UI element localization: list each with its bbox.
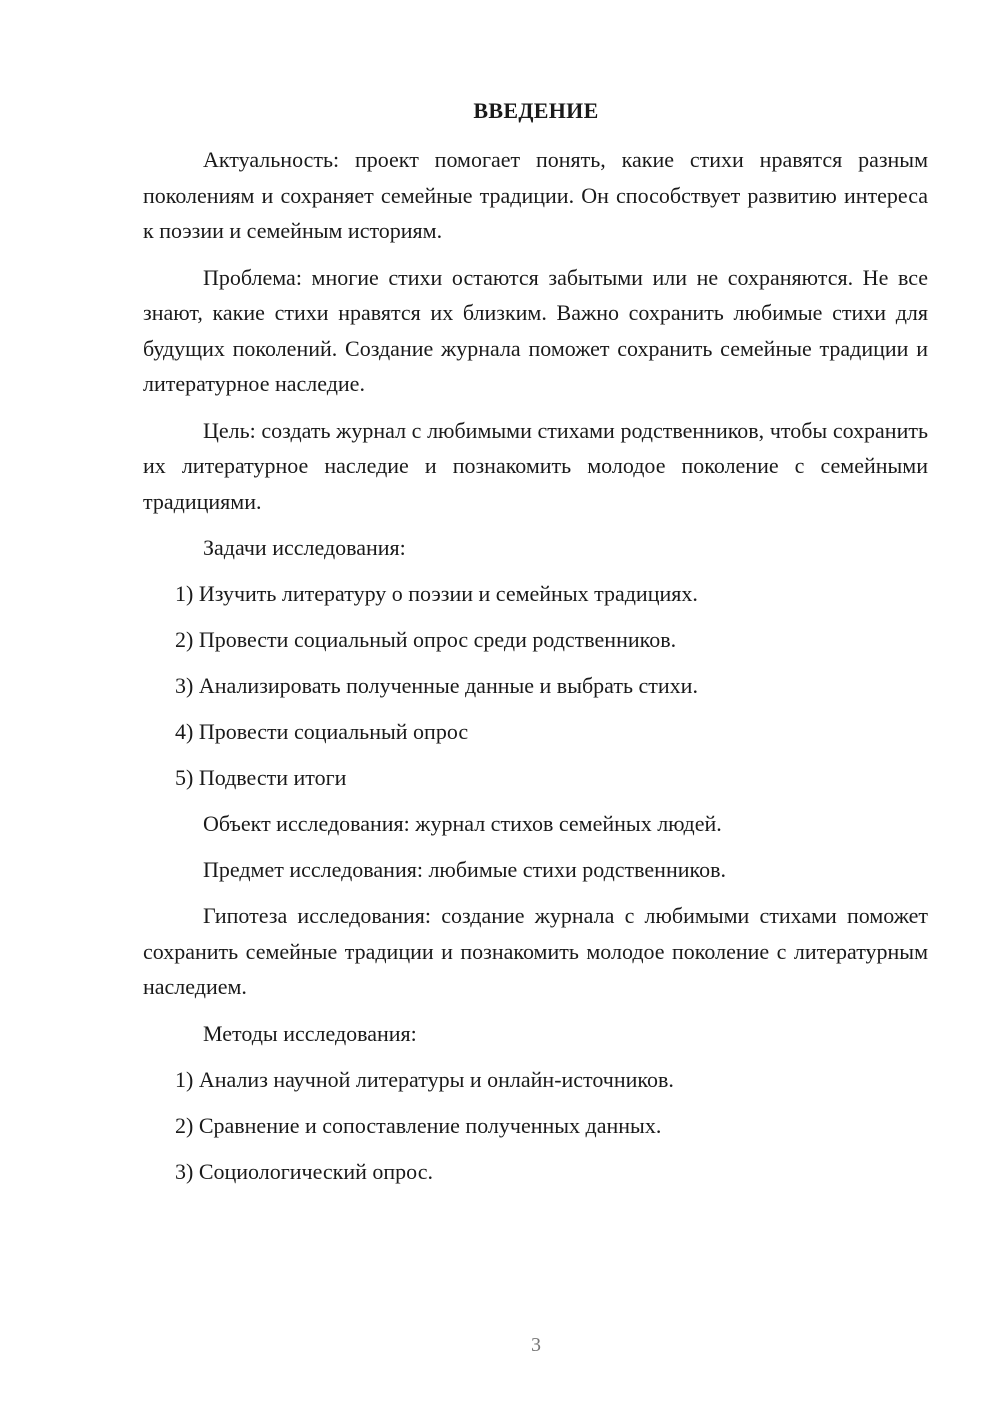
goal-paragraph: Цель: создать журнал с любимыми стихами родственников, чтобы сохранить их литературное наследие и познакомить молодое поколение с семейными традициями. — [143, 417, 928, 514]
tasks-list — [143, 576, 928, 796]
methods-list — [143, 1062, 928, 1190]
task-item: 3) Анализировать полученные данные и выбрать стихи. — [175, 673, 698, 698]
section-title: ВВЕДЕНИЕ — [473, 98, 599, 123]
tasks-heading: Задачи исследования: — [203, 535, 406, 560]
research-subject: Предмет исследования: любимые стихи родственников. — [203, 857, 726, 882]
hypothesis-paragraph: Гипотеза исследования: создание журнала с любимыми стихами поможет сохранить семейные традиции и познакомить молодое поколение с литературным наследием. — [143, 903, 928, 999]
relevance-paragraph: Актуальность: проект помогает понять, какие стихи нравятся разным поколениям и сохраняет семейные традиции. Он способствует развитию интереса к поэзии и семейным историям. — [143, 147, 928, 243]
task-item: 1) Изучить литературу о поэзии и семейных традициях. — [175, 581, 698, 606]
method-item: 3) Социологический опрос. — [175, 1158, 433, 1184]
task-item: 2) Провести социальный опрос среди родственников. — [175, 627, 677, 652]
research-object: Объект исследования: журнал стихов семейных людей. — [203, 811, 722, 836]
task-item: 4) Провести социальный опрос — [175, 719, 469, 744]
problem-paragraph: Проблема: многие стихи остаются забытыми или не сохраняются. Не все знают, какие стихи нравятся их близким. Важно сохранить любимые стихи для будущих поколений. Создание журнала поможет сохранить семейные традиции и литературное наследие. — [143, 264, 928, 396]
document-body — [143, 142, 928, 1200]
page-number: 3 — [531, 1334, 541, 1356]
method-item: 2) Сравнение и сопоставление полученных данных. — [175, 1112, 662, 1138]
task-item: 5) Подвести итоги — [175, 765, 347, 790]
methods-heading: Методы исследования: — [203, 1020, 417, 1046]
method-item: 1) Анализ научной литературы и онлайн-источников. — [175, 1066, 674, 1092]
